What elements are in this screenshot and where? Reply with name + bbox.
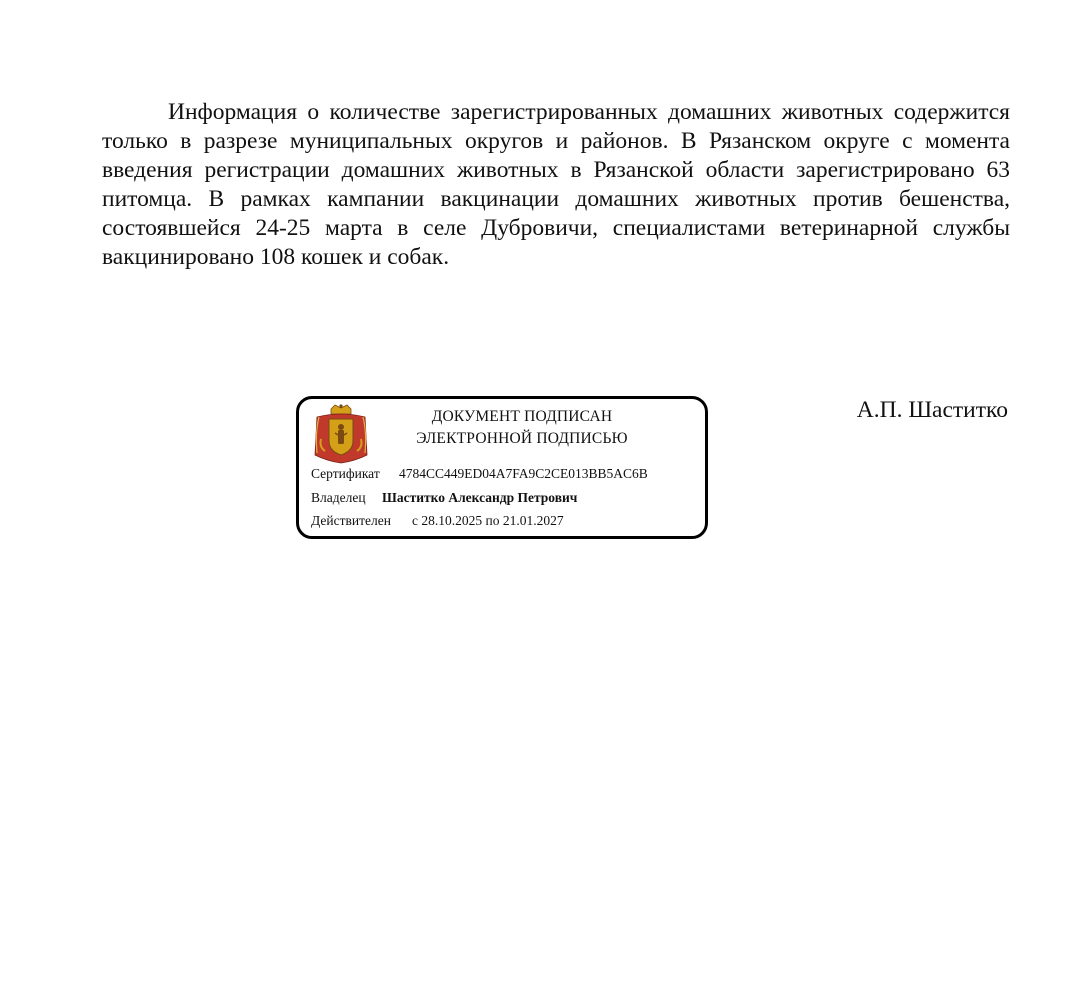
certificate-value: 4784CC449ED04A7FA9C2CE013BB5AC6B [399,466,648,481]
stamp-title-line-1: ДОКУМЕНТ ПОДПИСАН [431,408,613,425]
validity-label: Действителен [311,513,391,528]
body-paragraph: Информация о количестве зарегистрированных домашних животных содержится только в разрезе муниципальных округов и районов. В Рязанском округе с момента введения регистрации домашних животных в Рязанской области зарегистрировано 63 питомца. В рамках кампании вакцинации домашних животных против бешенства, состоявшейся 24-25 марта в селе Дубровичи, специалистами ветеринарной службы вакцинировано 108 кошек и собак. [102,99,1010,270]
owner-row [311,489,577,507]
certificate-row [311,465,648,483]
owner-value: Шаститко Александр Петрович [382,490,578,505]
coat-of-arms-icon [311,403,371,465]
electronic-signature-stamp [296,396,708,539]
validity-value: с 28.10.2025 по 21.01.2027 [412,513,564,528]
stamp-title-line-2: ЭЛЕКТРОННОЙ ПОДПИСЬЮ [416,430,628,447]
validity-row [311,512,564,530]
signer-name: А.П. Шаститко [856,397,1008,423]
certificate-label: Сертификат [311,466,380,481]
owner-label: Владелец [311,490,366,505]
